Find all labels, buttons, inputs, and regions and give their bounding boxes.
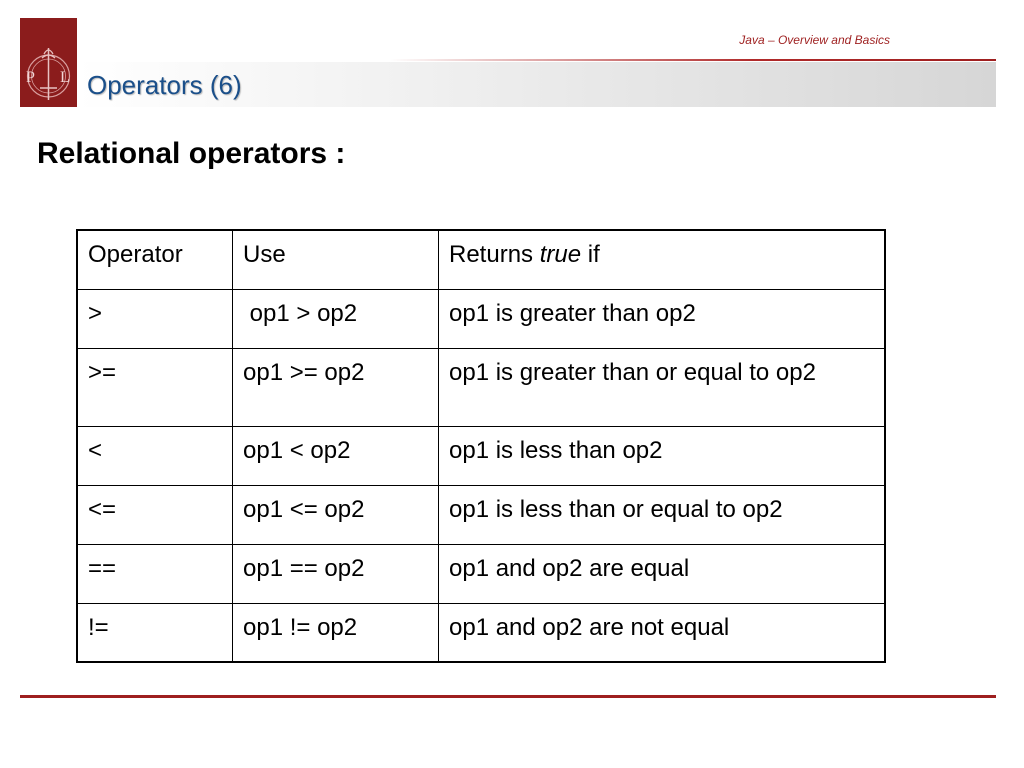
section-heading: Relational operators : bbox=[37, 137, 346, 170]
use-cell: op1 != op2 bbox=[233, 603, 439, 662]
use-cell: op1 <= op2 bbox=[233, 485, 439, 544]
header-rule bbox=[390, 59, 996, 61]
description-cell: op1 is less than op2 bbox=[439, 426, 886, 485]
table-row bbox=[77, 348, 885, 426]
operator-cell: >= bbox=[77, 348, 233, 426]
header-returns-suffix: if bbox=[581, 241, 600, 268]
logo-letter-p: P bbox=[26, 69, 35, 86]
use-cell: op1 < op2 bbox=[233, 426, 439, 485]
table-header-row bbox=[77, 230, 885, 289]
use-cell: op1 >= op2 bbox=[233, 348, 439, 426]
table-row bbox=[77, 289, 885, 348]
description-cell: op1 is less than or equal to op2 bbox=[439, 485, 886, 544]
header-use: Use bbox=[233, 230, 439, 289]
table-row bbox=[77, 426, 885, 485]
operator-cell: <= bbox=[77, 485, 233, 544]
header-returns-prefix: Returns bbox=[449, 241, 540, 268]
header-operator: Operator bbox=[77, 230, 233, 289]
header-returns-true: true bbox=[539, 241, 582, 268]
description-cell: op1 and op2 are not equal bbox=[439, 603, 886, 662]
operator-cell: != bbox=[77, 603, 233, 662]
operator-cell: == bbox=[77, 544, 233, 603]
operator-cell: > bbox=[77, 289, 233, 348]
slide-title: Operators (6) bbox=[87, 70, 242, 100]
table-row bbox=[77, 603, 885, 662]
use-cell: op1 == op2 bbox=[233, 544, 439, 603]
table-row bbox=[77, 485, 885, 544]
description-cell: op1 and op2 are equal bbox=[439, 544, 886, 603]
relational-operators-table bbox=[76, 229, 886, 663]
table-row bbox=[77, 544, 885, 603]
description-cell: op1 is greater than op2 bbox=[439, 289, 886, 348]
university-logo bbox=[20, 18, 77, 107]
use-cell: op1 > op2 bbox=[233, 289, 439, 348]
operator-cell: < bbox=[77, 426, 233, 485]
header-returns bbox=[439, 230, 886, 289]
description-cell: op1 is greater than or equal to op2 bbox=[439, 348, 886, 426]
university-seal-icon bbox=[20, 18, 77, 107]
slide-subtitle: Java – Overview and Basics bbox=[739, 33, 890, 47]
footer-rule bbox=[20, 695, 996, 698]
logo-letter-l: L bbox=[60, 69, 70, 86]
